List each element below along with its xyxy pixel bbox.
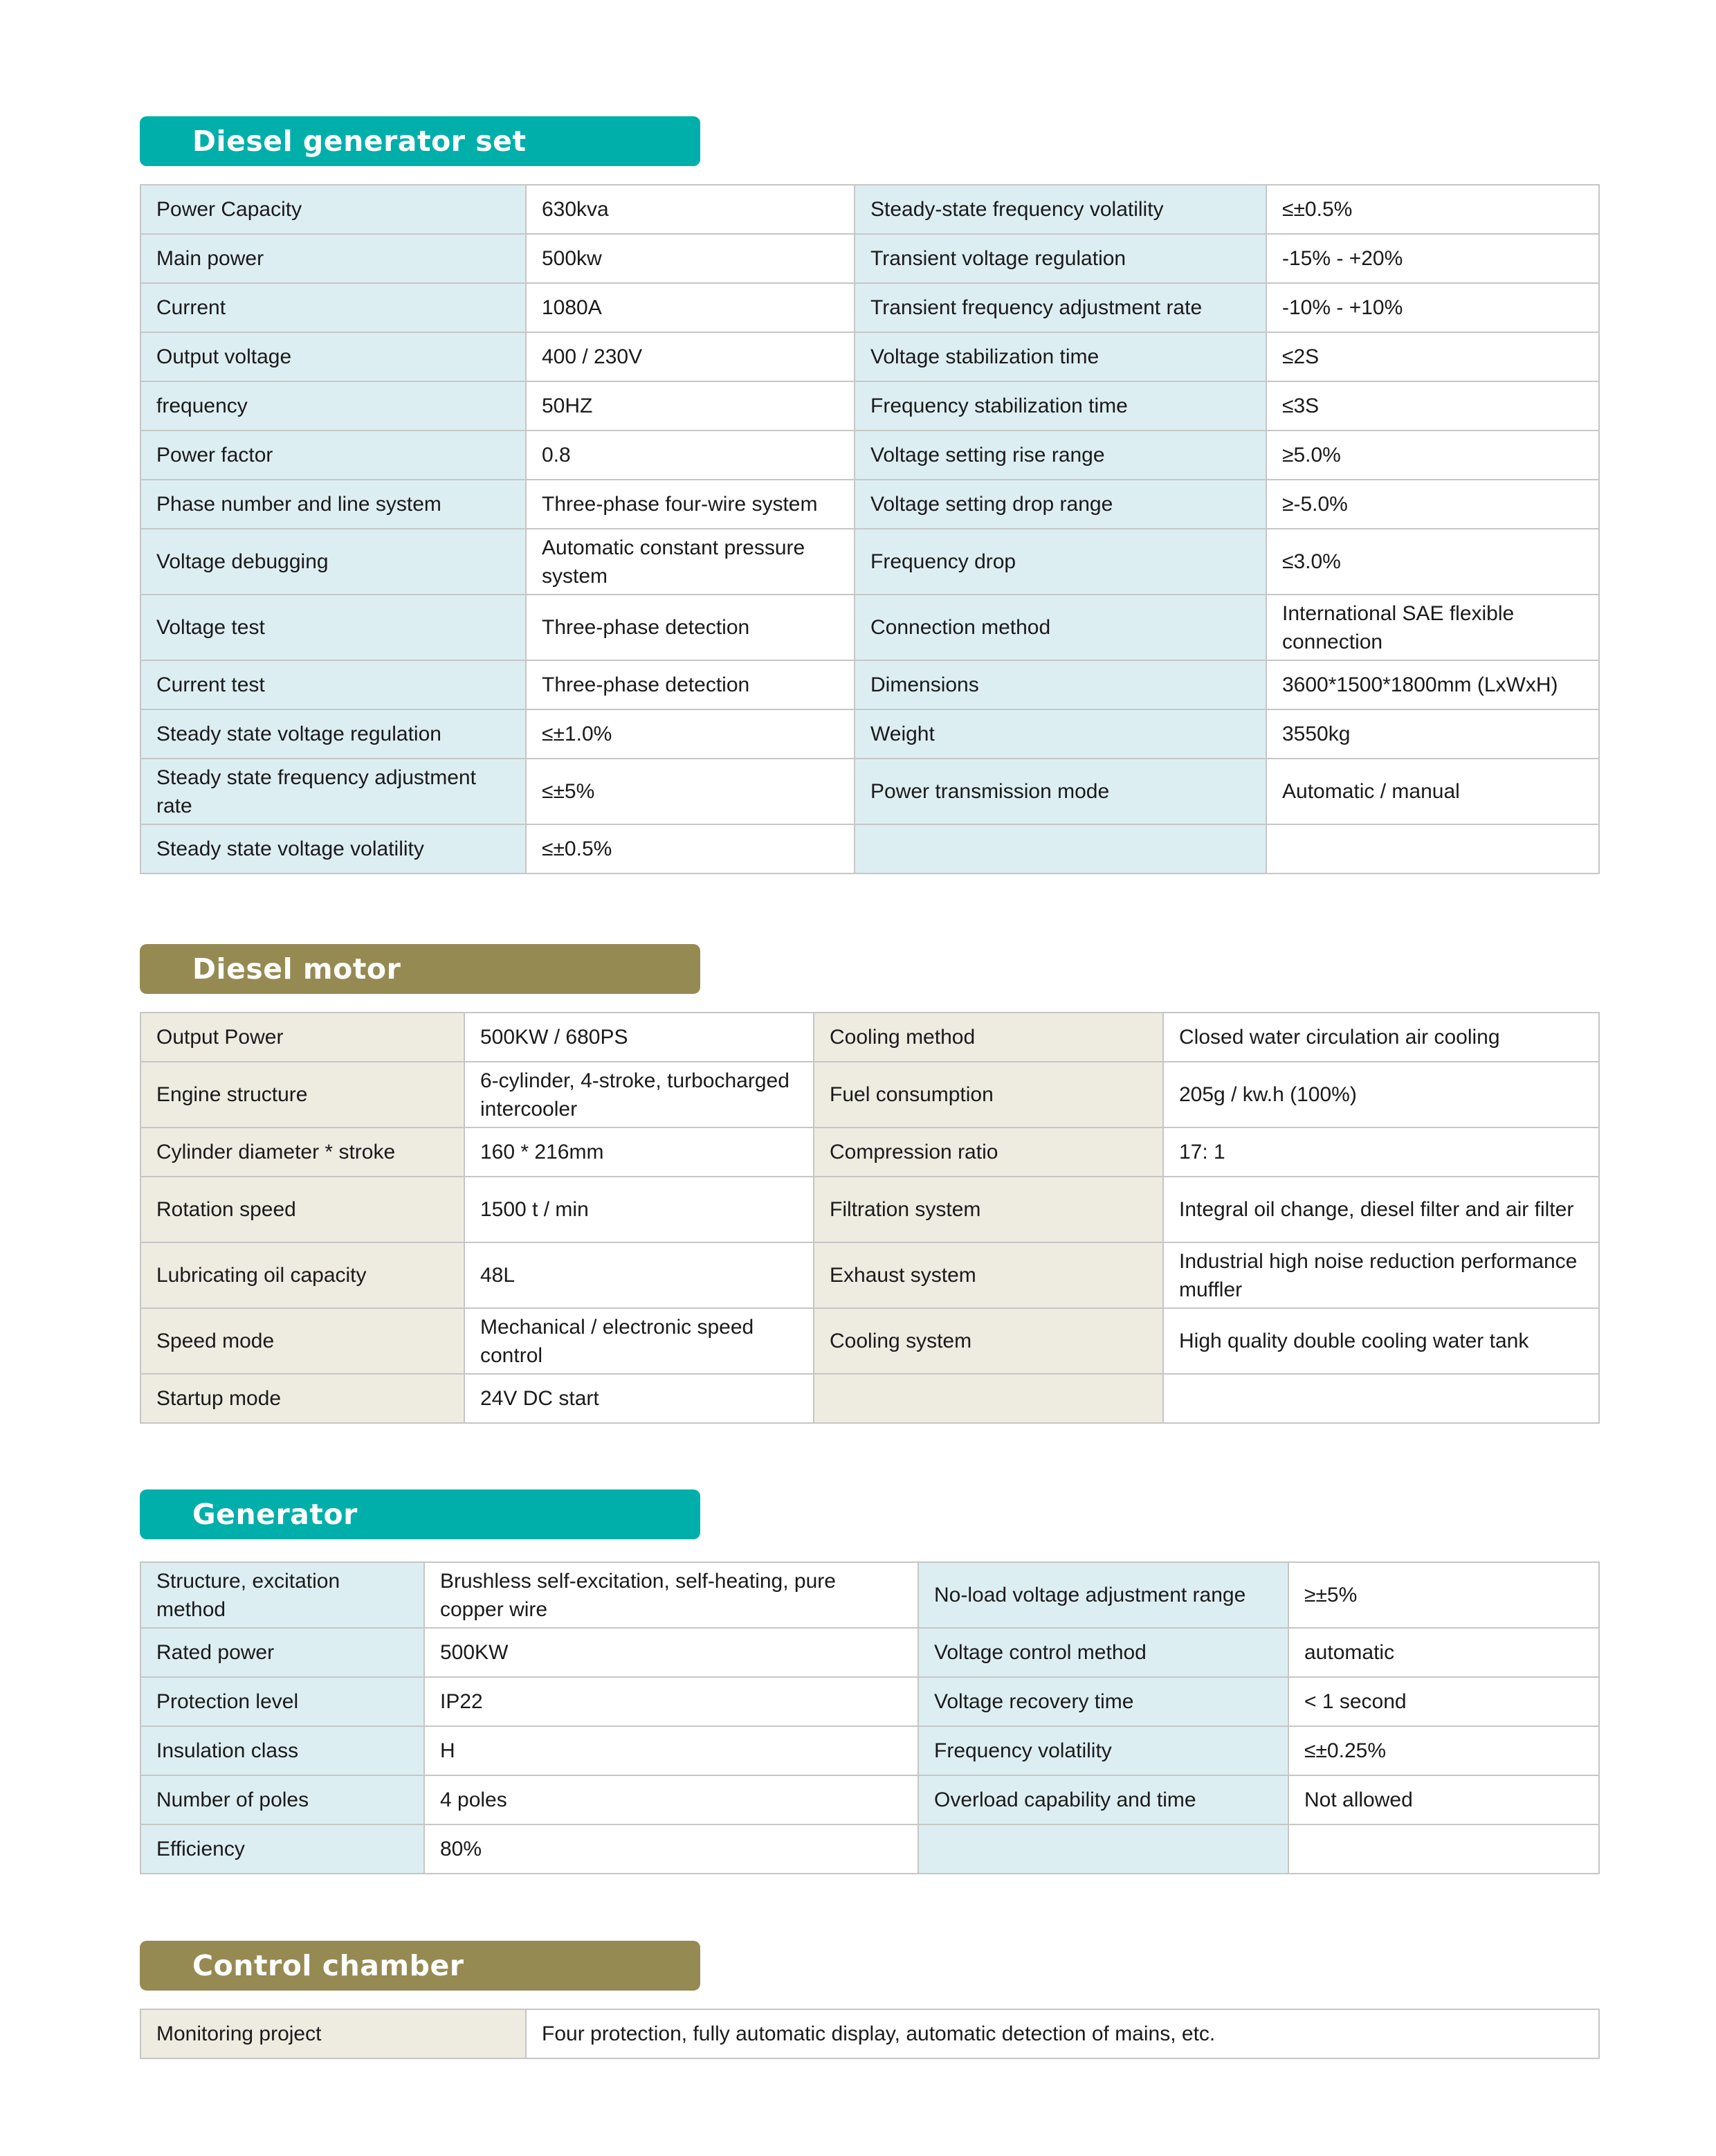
table-row	[140, 759, 1599, 824]
spec-label: Voltage stabilization time	[855, 332, 1266, 381]
spec-value: 3550kg	[1266, 709, 1599, 759]
spec-value: 17: 1	[1163, 1127, 1599, 1177]
table-row	[140, 332, 1599, 381]
spec-label: Phase number and line system	[140, 480, 526, 529]
table-row	[140, 595, 1599, 660]
spec-label: Power factor	[140, 431, 526, 480]
spec-label: Current test	[140, 660, 526, 709]
table-row	[140, 1308, 1599, 1374]
table-row	[140, 1177, 1599, 1242]
spec-value: automatic	[1288, 1628, 1599, 1677]
spec-label: Filtration system	[814, 1177, 1163, 1242]
spec-label: No-load voltage adjustment range	[918, 1562, 1288, 1628]
spec-label: Voltage setting drop range	[855, 480, 1266, 529]
spec-value: 24V DC start	[464, 1374, 814, 1423]
spec-label: Lubricating oil capacity	[140, 1242, 464, 1308]
table-row	[140, 1013, 1599, 1062]
spec-value: 400 / 230V	[526, 332, 855, 381]
spec-value: 1080A	[526, 283, 855, 332]
spec-value: ≤±0.5%	[1266, 185, 1599, 234]
spec-value: 3600*1500*1800mm (LxWxH)	[1266, 660, 1599, 709]
table-row	[140, 185, 1599, 234]
spec-label: Frequency stabilization time	[855, 381, 1266, 431]
spec-label: Startup mode	[140, 1374, 464, 1423]
spec-label: Engine structure	[140, 1062, 464, 1127]
spec-label: Steady state frequency adjustment rate	[140, 759, 526, 824]
table-row	[140, 480, 1599, 529]
spec-value: Brushless self-excitation, self-heating, pure copper wire	[424, 1562, 918, 1628]
section-title: Diesel motor	[140, 944, 700, 994]
spec-label: Main power	[140, 234, 526, 283]
spec-label: Protection level	[140, 1677, 424, 1726]
spec-value: < 1 second	[1288, 1677, 1599, 1726]
spec-label: Rotation speed	[140, 1177, 464, 1242]
table-row	[140, 1775, 1599, 1824]
spec-value	[1266, 824, 1599, 873]
spec-label: frequency	[140, 381, 526, 431]
spec-value: -15% - +20%	[1266, 234, 1599, 283]
table-row	[140, 234, 1599, 283]
spec-value: 500kw	[526, 234, 855, 283]
table-row	[140, 1374, 1599, 1423]
spec-value: 80%	[424, 1824, 918, 1874]
spec-label: Voltage recovery time	[918, 1677, 1288, 1726]
spec-label: Exhaust system	[814, 1242, 1163, 1308]
spec-label: Overload capability and time	[918, 1775, 1288, 1824]
spec-value: ≤3S	[1266, 381, 1599, 431]
spec-label: Cylinder diameter * stroke	[140, 1127, 464, 1177]
spec-label: Cooling system	[814, 1308, 1163, 1374]
section-title: Diesel generator set	[140, 116, 700, 166]
spec-label: Weight	[855, 709, 1266, 759]
spec-label: Transient frequency adjustment rate	[855, 283, 1266, 332]
spec-value: ≤±0.25%	[1288, 1726, 1599, 1775]
spec-value: Four protection, fully automatic display, automatic detection of mains, etc.	[526, 2009, 1599, 2058]
spec-label: Steady-state frequency volatility	[855, 185, 1266, 234]
spec-value: H	[424, 1726, 918, 1775]
spec-table	[140, 1561, 1600, 1874]
table-row	[140, 1824, 1599, 1874]
spec-value: 205g / kw.h (100%)	[1163, 1062, 1599, 1127]
spec-value: High quality double cooling water tank	[1163, 1308, 1599, 1374]
spec-label: Current	[140, 283, 526, 332]
table-row	[140, 431, 1599, 480]
spec-value: Three-phase detection	[526, 595, 855, 660]
spec-table	[140, 2009, 1600, 2059]
spec-value: 4 poles	[424, 1775, 918, 1824]
table-row	[140, 283, 1599, 332]
spec-label: Steady state voltage volatility	[140, 824, 526, 873]
spec-value: International SAE flexible connection	[1266, 595, 1599, 660]
spec-label: Steady state voltage regulation	[140, 709, 526, 759]
spec-label: Dimensions	[855, 660, 1266, 709]
spec-value: 50HZ	[526, 381, 855, 431]
spec-value: 0.8	[526, 431, 855, 480]
spec-label: Voltage debugging	[140, 529, 526, 595]
section-title: Generator	[140, 1489, 700, 1539]
table-row	[140, 1562, 1599, 1628]
spec-label: Frequency drop	[855, 529, 1266, 595]
spec-value: IP22	[424, 1677, 918, 1726]
spec-value: 48L	[464, 1242, 814, 1308]
spec-value: ≤±0.5%	[526, 824, 855, 873]
table-row	[140, 529, 1599, 595]
spec-value: ≤±5%	[526, 759, 855, 824]
spec-label: Cooling method	[814, 1013, 1163, 1062]
table-row	[140, 1127, 1599, 1177]
spec-label: Speed mode	[140, 1308, 464, 1374]
spec-value: -10% - +10%	[1266, 283, 1599, 332]
table-row	[140, 660, 1599, 709]
spec-label	[855, 824, 1266, 873]
spec-value: Not allowed	[1288, 1775, 1599, 1824]
spec-table	[140, 1012, 1600, 1424]
table-row	[140, 1677, 1599, 1726]
spec-label	[918, 1824, 1288, 1874]
table-row	[140, 381, 1599, 431]
table-row	[140, 1242, 1599, 1308]
section-title: Control chamber	[140, 1941, 700, 1991]
table-row	[140, 1628, 1599, 1677]
spec-value: Mechanical / electronic speed control	[464, 1308, 814, 1374]
spec-table	[140, 184, 1600, 874]
spec-label	[814, 1374, 1163, 1423]
spec-label: Output Power	[140, 1013, 464, 1062]
spec-label: Structure, excitation method	[140, 1562, 424, 1628]
spec-label: Efficiency	[140, 1824, 424, 1874]
spec-value: ≤3.0%	[1266, 529, 1599, 595]
spec-label: Rated power	[140, 1628, 424, 1677]
spec-value	[1163, 1374, 1599, 1423]
spec-label: Insulation class	[140, 1726, 424, 1775]
spec-value: ≤±1.0%	[526, 709, 855, 759]
spec-value: Automatic / manual	[1266, 759, 1599, 824]
table-row	[140, 2009, 1599, 2058]
spec-value: Integral oil change, diesel filter and air filter	[1163, 1177, 1599, 1242]
spec-label: Voltage test	[140, 595, 526, 660]
spec-value: Automatic constant pressure system	[526, 529, 855, 595]
spec-label: Frequency volatility	[918, 1726, 1288, 1775]
spec-label: Monitoring project	[140, 2009, 526, 2058]
spec-value: Three-phase four-wire system	[526, 480, 855, 529]
spec-label: Fuel consumption	[814, 1062, 1163, 1127]
spec-label: Power Capacity	[140, 185, 526, 234]
spec-value: 500KW	[424, 1628, 918, 1677]
spec-label: Voltage setting rise range	[855, 431, 1266, 480]
table-row	[140, 824, 1599, 873]
spec-label: Output voltage	[140, 332, 526, 381]
table-row	[140, 1726, 1599, 1775]
spec-label: Power transmission mode	[855, 759, 1266, 824]
spec-value: 500KW / 680PS	[464, 1013, 814, 1062]
table-row	[140, 1062, 1599, 1127]
spec-label: Voltage control method	[918, 1628, 1288, 1677]
spec-label: Connection method	[855, 595, 1266, 660]
spec-label: Compression ratio	[814, 1127, 1163, 1177]
spec-value: ≥±5%	[1288, 1562, 1599, 1628]
spec-value: 1500 t / min	[464, 1177, 814, 1242]
spec-label: Transient voltage regulation	[855, 234, 1266, 283]
spec-value: 630kva	[526, 185, 855, 234]
spec-label: Number of poles	[140, 1775, 424, 1824]
spec-value: Closed water circulation air cooling	[1163, 1013, 1599, 1062]
spec-value: ≥-5.0%	[1266, 480, 1599, 529]
spec-value: 6-cylinder, 4-stroke, turbocharged intercooler	[464, 1062, 814, 1127]
spec-value: ≥5.0%	[1266, 431, 1599, 480]
spec-value: Three-phase detection	[526, 660, 855, 709]
spec-value: Industrial high noise reduction performance muffler	[1163, 1242, 1599, 1308]
spec-value: 160 * 216mm	[464, 1127, 814, 1177]
table-row	[140, 709, 1599, 759]
spec-value	[1288, 1824, 1599, 1874]
spec-value: ≤2S	[1266, 332, 1599, 381]
